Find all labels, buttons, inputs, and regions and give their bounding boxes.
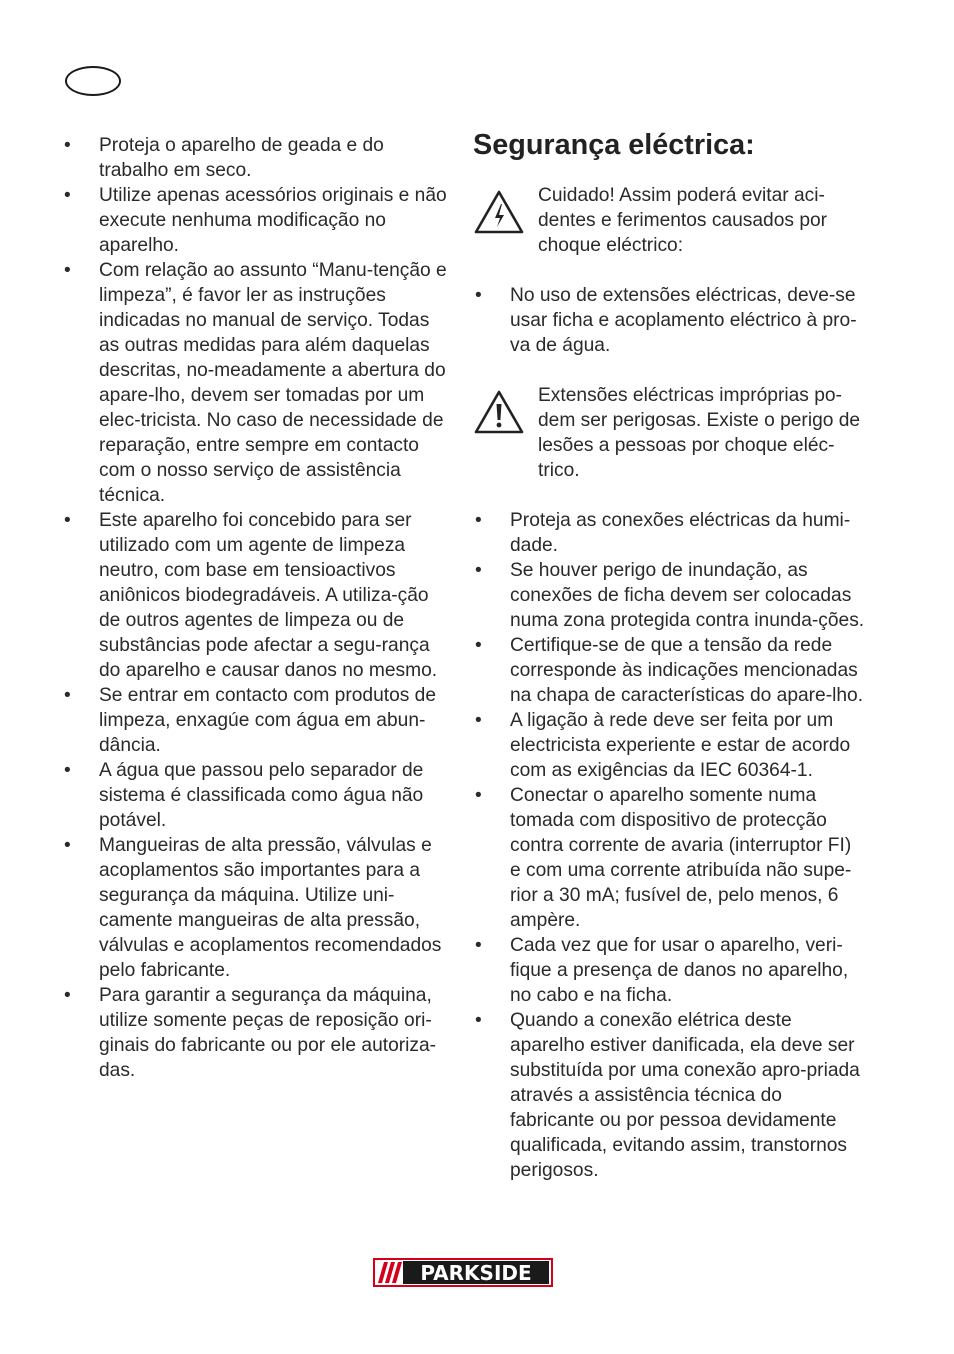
list-item: • Utilize apenas acessórios originais e não execute nenhuma modificação no aparelho. bbox=[62, 183, 450, 258]
safety-list-left bbox=[62, 133, 450, 1083]
right-column bbox=[473, 129, 865, 1183]
list-item: • Este aparelho foi concebido para ser utilizado com um agente de limpeza neutro, com base em tensioactivos aniônicos biodegradáveis. A utiliza-ção de outros agentes de limpeza ou de substâncias pode afectar a segu-rança do aparelho e causar danos no mesmo. bbox=[62, 508, 450, 683]
general-warning-text: Extensões eléctricas impróprias po-dem ser perigosas. Existe o perigo de lesões a pessoas por choque eléc-trico. bbox=[538, 385, 861, 481]
list-item: • Se houver perigo de inundação, as conexões de ficha devem ser colocadas numa zona protegida contra inunda-ções. bbox=[473, 558, 865, 633]
list-item: • Certifique-se de que a tensão da rede corresponde às indicações mencionadas na chapa de características do apare-lho. bbox=[473, 633, 865, 708]
electric-warning-block bbox=[473, 183, 865, 258]
list-item: • Mangueiras de alta pressão, válvulas e acoplamentos são importantes para a segurança da máquina. Utilize uni-camente mangueiras de alta pressão, válvulas e acoplamentos recomendados pelo fabricante. bbox=[62, 833, 450, 983]
safety-list-right-1 bbox=[473, 283, 865, 358]
list-item: • Quando a conexão elétrica deste aparelho estiver danificada, ela deve ser substituída por uma conexão apro-priada através a assistência técnica do fabricante ou por pessoa devidamente qualificada, evitando assim, transtornos perigosos. bbox=[473, 1008, 865, 1183]
left-column bbox=[62, 133, 450, 1083]
list-item: • Se entrar em contacto com produtos de limpeza, enxagúe com água em abun-dância. bbox=[62, 683, 450, 758]
safety-list-right-2 bbox=[473, 508, 865, 1183]
electric-hazard-icon bbox=[473, 189, 525, 235]
language-badge bbox=[65, 66, 121, 96]
general-warning-block bbox=[473, 383, 865, 483]
list-item: • Proteja o aparelho de geada e do trabalho em seco. bbox=[62, 133, 450, 183]
section-heading: Segurança eléctrica: bbox=[473, 129, 755, 161]
parkside-logo bbox=[373, 1258, 553, 1287]
list-item: • Com relação ao assunto “Manu-tenção e limpeza”, é favor ler as instruções indicadas no manual de serviço. Todas as outras medidas para além daquelas descritas, no-meadamente a abertura do apare-lho, devem ser tomadas por um elec-tricista. No caso de necessidade de reparação, entre sempre em contacto com o nosso serviço de assistência técnica. bbox=[62, 258, 450, 508]
logo-wordmark: PARKSIDE bbox=[420, 1261, 532, 1285]
list-item: • A ligação à rede deve ser feita por um electricista experiente e estar de acordo com as exigências da IEC 60364-1. bbox=[473, 708, 865, 783]
list-item: • Para garantir a segurança da máquina, utilize somente peças de reposição ori-ginais do fabricante ou por ele autoriza-das. bbox=[62, 983, 450, 1083]
list-item: • Cada vez que for usar o aparelho, veri-fique a presença de danos no aparelho, no cabo e na ficha. bbox=[473, 933, 865, 1008]
list-item: • Conectar o aparelho somente numa tomada com dispositivo de protecção contra corrente de avaria (interruptor FI) e com uma corrente atribuída não supe-rior a 30 mA; fusível de, pelo menos, 6 ampère. bbox=[473, 783, 865, 933]
electric-warning-text: Cuidado! Assim poderá evitar aci-dentes e ferimentos causados por choque eléctrico: bbox=[538, 185, 828, 256]
list-item: • A água que passou pelo separador de sistema é classificada como água não potável. bbox=[62, 758, 450, 833]
list-item: • Proteja as conexões eléctricas da humi-dade. bbox=[473, 508, 865, 558]
list-item: • No uso de extensões eléctricas, deve-se usar ficha e acoplamento eléctrico à pro-va de água. bbox=[473, 283, 865, 358]
warning-exclamation-icon bbox=[473, 389, 525, 435]
